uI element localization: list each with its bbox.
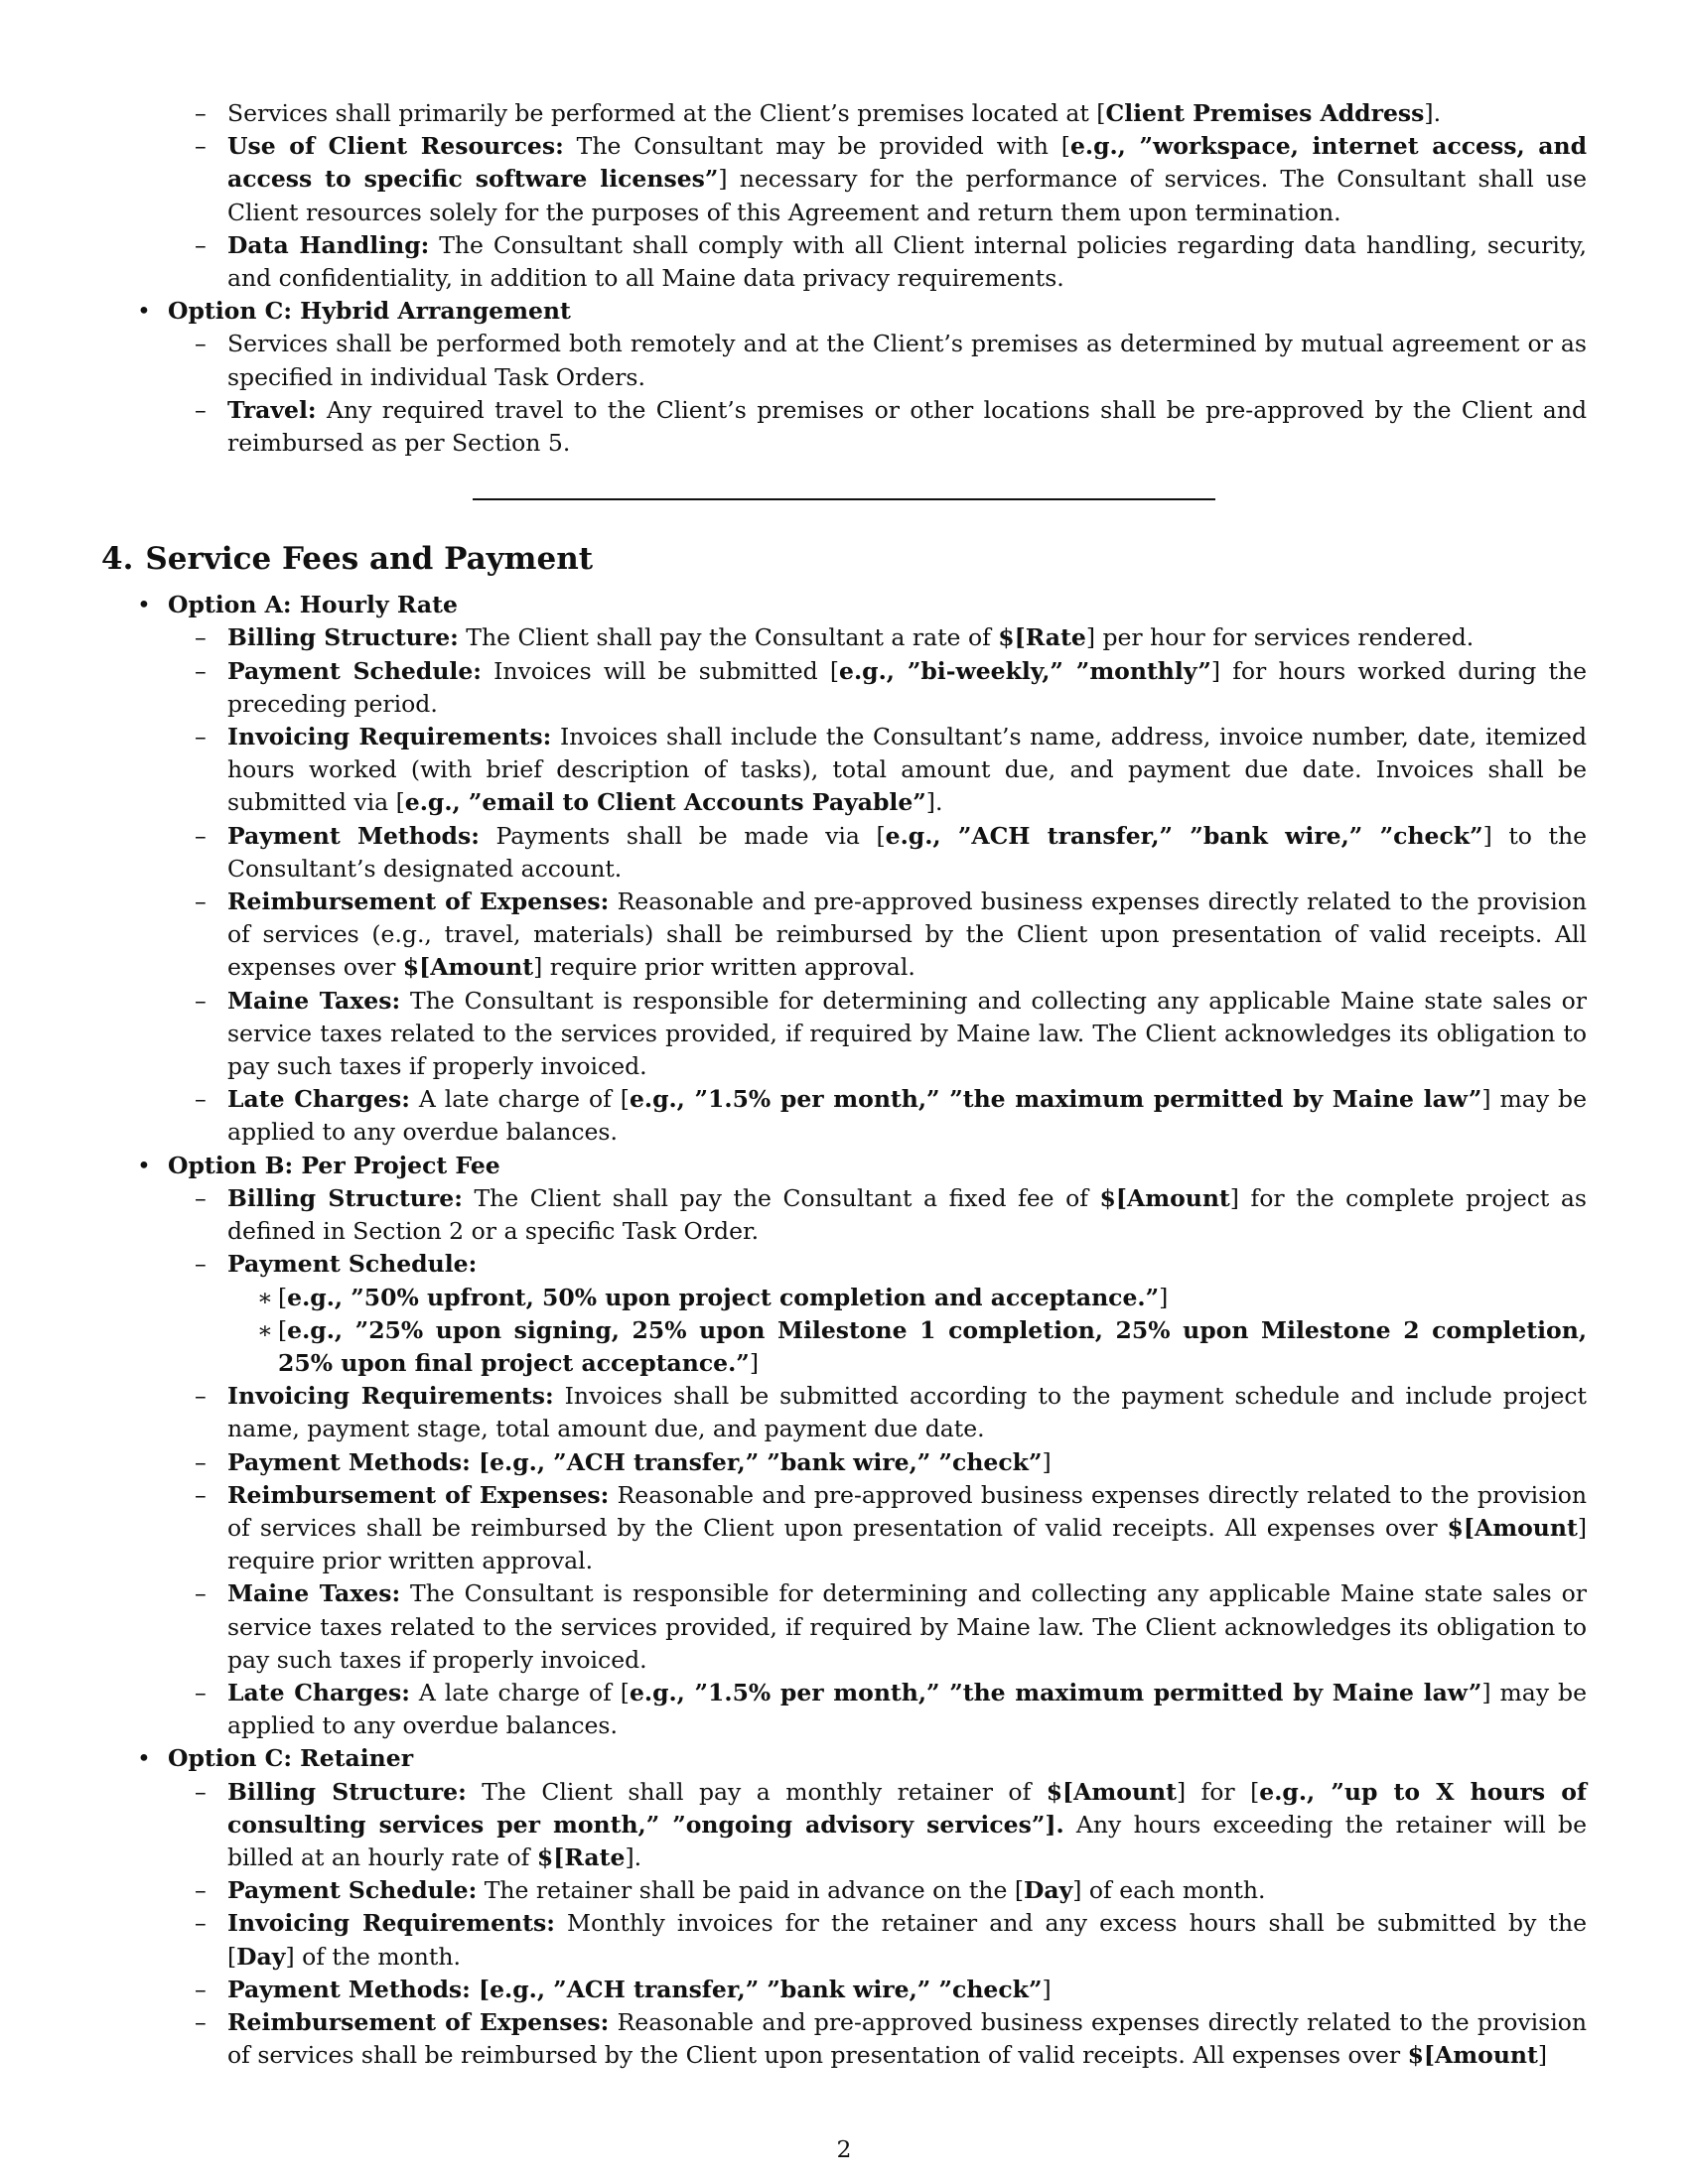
bullet: • bbox=[137, 297, 151, 326]
list-item: – Maine Taxes: The Consultant is responsible for determining and collecting any applicable Maine state sales or service taxes related to the services provided, if required by Maine law. The Client acknowledges its obligation to pay such taxes if properly invoiced. bbox=[195, 1579, 1588, 1674]
list-item: – Payment Methods: Payments shall be made via [e.g., ”ACH transfer,” ”bank wire,” ”check”] to the Consultant’s designated account. bbox=[195, 821, 1587, 883]
list-item: – Invoicing Requirements: Monthly invoices for the retainer and any excess hours shall be submitted by the [Day] of the month. bbox=[195, 1909, 1587, 1971]
list-item: – Payment Methods: [e.g., ”ACH transfer,” ”bank wire,” ”check”] bbox=[195, 1447, 1052, 1476]
list-item: – Maine Taxes: The Consultant is responsible for determining and collecting any applicable Maine state sales or service taxes related to the services provided, if required by Maine law. The Client acknowledges its obligation to pay such taxes if properly invoiced. bbox=[195, 986, 1588, 1081]
section-title: Service Fees and Payment bbox=[145, 541, 594, 578]
bullet: • bbox=[137, 1744, 151, 1773]
section-number: 4. bbox=[101, 541, 134, 578]
list-item: – Data Handling: The Consultant shall comply with all Client internal policies regarding data handling, security, and confidentiality, in addition to all Maine data privacy requirements. bbox=[195, 230, 1587, 293]
list-item: – Use of Client Resources: The Consultant may be provided with [e.g., ”workspace, internet access, and access to specific software licenses”] necessary for the performance of services. The Consultant shall use Client resources solely for the purposes of this Agreement and return them upon termination. bbox=[195, 132, 1588, 226]
sec4-optC-list bbox=[101, 1776, 1587, 2073]
list-item: – Services shall be performed both remotely and at the Client’s premises as determined by mutual agreement or as specified in individual Task Orders. bbox=[195, 330, 1587, 391]
bullet: • bbox=[137, 1151, 151, 1179]
section-divider bbox=[473, 498, 1215, 500]
sec4-option-c bbox=[101, 1742, 1587, 2072]
list-item: – Billing Structure: The Client shall pay the Consultant a fixed fee of $[Amount] for the complete project as defined in Section 2 or a specific Task Order. bbox=[195, 1183, 1587, 1246]
list-item: – Late Charges: A late charge of [e.g., ”1.5% per month,” ”the maximum permitted by Maine law”] may be applied to any overdue balances. bbox=[195, 1678, 1587, 1740]
list-item: – Payment Schedule: ∗ [e.g., ”50% upfront, 50% upon project completion and acceptance.”] ∗ [e.g., ”25% upon signing, 25% upon Milestone 1 completion, 25% upon Milestone 2 completion, 25% upon final project acceptance.”] bbox=[168, 1248, 1587, 1380]
payment-schedule-sublist bbox=[168, 1282, 1587, 1381]
list-item: – Travel: Any required travel to the Client’s premises or other locations shall be pre-approved by the Client and reimbursed as per Section 5. bbox=[195, 395, 1587, 458]
option-title: Option C: Retainer bbox=[168, 1744, 414, 1773]
sec3-optC-list bbox=[101, 328, 1587, 460]
list-item: – Reimbursement of Expenses: Reasonable and pre-approved business expenses directly related to the provision of services shall be reimbursed by the Client upon presentation of valid receipts. All expenses over $[Amount] require prior written approval. bbox=[195, 1480, 1587, 1575]
sec4-optB-list bbox=[101, 1182, 1587, 1742]
list-item: – Reimbursement of Expenses: Reasonable and pre-approved business expenses directly related to the provision of services shall be reimbursed by the Client upon presentation of valid receipts. All expenses over $[Amount] bbox=[195, 2007, 1587, 2070]
option-title: Option A: Hourly Rate bbox=[168, 591, 458, 619]
sec4-option-b bbox=[101, 1150, 1587, 1743]
sec3-options-list bbox=[101, 295, 1587, 460]
list-item: ∗ [e.g., ”25% upon signing, 25% upon Milestone 1 completion, 25% upon Milestone 2 completion, 25% upon final project acceptance.”] bbox=[257, 1315, 1587, 1377]
sec3-option-c bbox=[101, 295, 1587, 460]
list-item: – Reimbursement of Expenses: Reasonable and pre-approved business expenses directly related to the provision of services (e.g., travel, materials) shall be reimbursed by the Client upon presentation of valid receipts. All expenses over $[Amount] require prior written approval. bbox=[195, 887, 1587, 982]
sec4-optA-list bbox=[101, 621, 1587, 1149]
section-heading bbox=[101, 539, 1587, 579]
sec4-option-a bbox=[101, 589, 1587, 1149]
list-item: ∗ [e.g., ”50% upfront, 50% upon project completion and acceptance.”] bbox=[257, 1283, 1169, 1311]
option-title: Option C: Hybrid Arrangement bbox=[168, 297, 571, 326]
list-item: – Billing Structure: The Client shall pay the Consultant a rate of $[Rate] per hour for services rendered. bbox=[195, 623, 1475, 652]
bullet: • bbox=[137, 591, 151, 619]
list-item: – Payment Schedule: The retainer shall be paid in advance on the [Day] of each month. bbox=[195, 1876, 1266, 1905]
list-item: – Late Charges: A late charge of [e.g., ”1.5% per month,” ”the maximum permitted by Maine law”] may be applied to any overdue balances. bbox=[195, 1085, 1587, 1147]
option-title: Option B: Per Project Fee bbox=[168, 1151, 500, 1179]
sec4-options-list bbox=[101, 589, 1587, 2072]
page-number: 2 bbox=[836, 2135, 852, 2163]
list-item: – Payment Schedule: Invoices will be submitted [e.g., ”bi-weekly,” ”monthly”] for hours worked during the preceding period. bbox=[195, 656, 1587, 718]
list-item: – Services shall primarily be performed at the Client’s premises located at [Client Premises Address]. bbox=[195, 99, 1442, 127]
list-item: – Invoicing Requirements: Invoices shall be submitted according to the payment schedule and include project name, payment stage, total amount due, and payment due date. bbox=[195, 1382, 1587, 1443]
list-item: – Billing Structure: The Client shall pay a monthly retainer of $[Amount] for [e.g., ”up to X hours of consulting services per month,” ”ongoing advisory services”]. Any hours exceeding the retainer will be billed at an hourly rate of $[Rate]. bbox=[195, 1777, 1587, 1871]
list-item: – Payment Methods: [e.g., ”ACH transfer,” ”bank wire,” ”check”] bbox=[195, 1975, 1052, 2003]
list-item: – Invoicing Requirements: Invoices shall include the Consultant’s name, address, invoice number, date, itemized hours worked (with brief description of tasks), total amount due, and payment due date. Invoices shall be submitted via [e.g., ”email to Client Accounts Payable”]. bbox=[195, 723, 1587, 817]
sec3-optB-list bbox=[168, 97, 1587, 295]
